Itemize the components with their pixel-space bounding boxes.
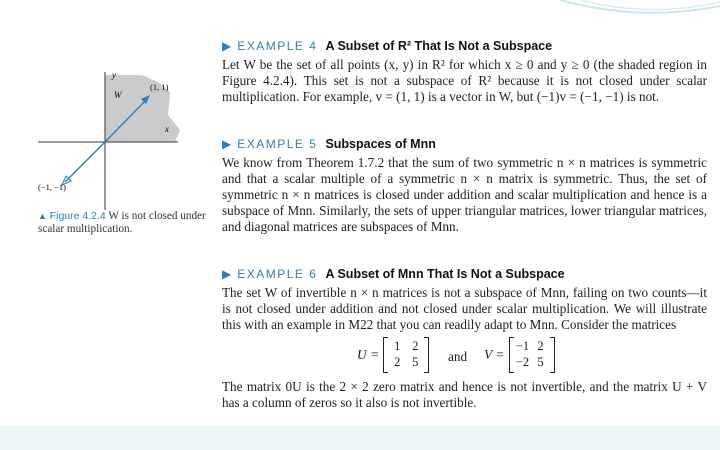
example-6-header [222,266,707,282]
figure-caption-text: W is not closed under scalar multiplication. [38,210,206,235]
example-5-header [222,136,707,152]
matrix-u-grid [383,337,429,373]
region-label-w: W [114,90,122,100]
figure-caption [38,210,213,236]
caption-triangle-icon: ▲ [38,211,47,221]
example-6-conclusion: The matrix 0U is the 2 × 2 zero matrix and hence is not invertible, and the matrix U + V has a column of zeros so it also is not invertible. [222,379,707,411]
example-4-title: A Subset of R² That Is Not a Subspace [325,39,553,53]
corner-decoration [560,0,720,20]
matrix-u-name: U = [357,347,380,363]
matrix-v-entry: 2 [537,339,544,354]
and-word: and [448,349,468,365]
axis-label-y: y [112,70,116,80]
point-label-v: (1, 1) [150,82,169,92]
matrix-v-entry: −2 [515,355,530,370]
vector-neg-v-arrow [65,142,105,182]
example-4-label: EXAMPLE 4 [237,39,318,53]
example-5 [222,136,707,235]
example-5-body: We know from Theorem 1.7.2 that the sum of two symmetric n × n matrices is symmetric and that a scalar multiple of a symmetric n × n matrix is symmetric. Thus, the set of symmetric n × n matrices is closed under addition and scalar multiplication and hence is a subspace of Mnn. Similarly, the sets of upper triangular matrices, lower triangular matrices, and diagonal matrices are subspaces of Mnn. [222,155,707,235]
matrix-display [222,337,707,377]
matrix-u-entry: 5 [412,355,419,370]
example-4 [222,38,707,105]
example-6-label: EXAMPLE 6 [237,267,318,281]
example-5-label: EXAMPLE 5 [237,137,318,151]
matrix-u-entry: 2 [412,339,419,354]
matrix-v-grid [509,337,555,373]
example-4-header [222,38,707,54]
matrix-u-entry: 2 [394,355,401,370]
slide-bottom-band [0,426,720,450]
example-5-title: Subspaces of Mnn [325,137,436,151]
example-6 [222,266,707,411]
matrix-v-entry: −1 [515,339,530,354]
example-6-body: The set W of invertible n × n matrices is not a subspace of Mnn, failing on two counts—it is not closed under addition and not closed under scalar multiplication. We will illustrate this with an example in M22 that you can readily adapt to Mnn. Consider the matrices [222,285,707,333]
example-marker-icon: ▶ [222,137,232,151]
matrix-v-entry: 5 [537,355,544,370]
example-marker-icon: ▶ [222,39,232,53]
matrix-u [357,337,429,373]
matrix-v-name: V = [484,347,505,363]
matrix-v [484,337,555,373]
example-marker-icon: ▶ [222,267,232,281]
example-4-body: Let W be the set of all points (x, y) in R² for which x ≥ 0 and y ≥ 0 (the shaded region in Figure 4.2.4). This set is not a subspace of R² because it is not closed under scalar multiplication. For example, v = (1, 1) is a vector in W, but (−1)v = (−1, −1) is not. [222,57,707,105]
example-6-title: A Subset of Mnn That Is Not a Subspace [325,267,565,281]
point-label-neg-v: (−1, −1) [38,182,66,192]
matrix-u-entry: 1 [394,339,401,354]
figure-ref: Figure 4.2.4 [49,210,106,222]
axis-label-x: x [165,124,169,134]
